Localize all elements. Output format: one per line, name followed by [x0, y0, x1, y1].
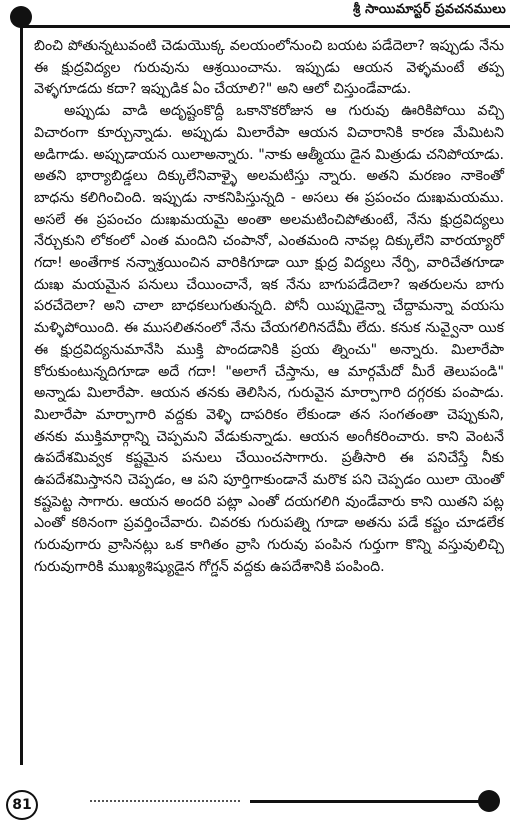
footer-dotted-line	[90, 800, 240, 805]
page-header	[0, 0, 520, 36]
page-number: 81	[6, 790, 38, 820]
page-body	[34, 36, 504, 579]
header-rule-line	[20, 25, 510, 28]
running-header-title: శ్రీ సాయిమాస్టర్ ప్రవచనములు	[353, 2, 506, 17]
paragraph-2: అప్పుడు వాడి అదృష్టంకొద్దీ ఒకానొకరోజున ఆ గురువు ఊరికిపోయి వచ్చి విచారంగా కూర్చున్నాడు. అప్పుడు మిలారేపా ఆయన విచారానికి కారణ మేమిటని అడిగాడు. అప్పుడాయన యిలాఅన్నారు. "నాకు ఆత్మీయు డైన మిత్రుడు చనిపోయాడు. అతని భార్యాబిడ్డలు దిక్కులేనివాళ్ళై అలమటిస్తు న్నారు. అతని మరణం నాకెంతో బాధను కలిగించింది. ఇప్పుడు నాకనిపిస్తున్నది - అసలు ఈ ప్రపంచం దుఃఖమయము. అసలే ఈ ప్రపంచం దుఃఖమయమై అంతా అలమటించిపోతుంటే, నేను క్షుద్రవిద్యలు నేర్చుకుని లోకంలో ఎంత మందిని చంపానో, ఎంతమంది నావల్ల దిక్కులేని వారయ్యారో గదా! అంతేగాక నన్నాశ్రయించిన వారికిగూడా యీ క్షుద్ర విద్యలు నేర్పి, వారిచేతగూడా దుఃఖ మయమైన పనులు చేయించానే, ఇక నేను బాగుపడేదెలా? ఇతరులను బాగు పరచేదెలా? అని చాలా బాధకలుగుతున్నది. పోనీ యిప్పుడైన్నా చేద్దామన్నా వయసు మళ్ళిపోయింది. ఈ ముసలితనంలో నేను చేయగలిగినదేమీ లేదు. కనుక నువ్వైనా యిక ఈ క్షుద్రవిద్యనుమానేసి ముక్తి పొందడానికి ప్రయ త్నించు" అన్నారు. మిలారేపా కోరుకుంటున్నదిగూడా అదే గదా! "అలాగే చేస్తాను, ఆ మార్గమేదో మీరే తెలుపండి" అన్నాడు మిలారేపా. ఆయన తనకు తెలిసిన, గురువైన మార్పాగారి దగ్గరకు పంపాడు. మిలారేపా మార్పాగారి వద్దకు వెళ్ళి దాపరికం లేకుండా తన సంగతంతా చెప్పుకుని, తనకు ముక్తిమార్గాన్ని చెప్పమని వేడుకున్నాడు. ఆయన అంగీకరించారు. కాని వెంటనే ఉపదేశమివ్వక కష్టమైన పనులు చేయించసాగారు. ప్రతీసారి ఈ పనిచేస్తే నీకు ఉపదేశమిస్తానని చెప్పడం, ఆ పని పూర్తిగాకుండానే మరొక పని చెప్పడం యిలా యెంతో కష్టపెట్ట సాగారు. ఆయన అందరి పట్లా ఎంతో దయగలిగి వుండేవారు కాని యితని పట్ల ఎంతో కఠినంగా ప్రవర్తించేవారు. చివరకు గురుపత్ని గూడా అతను పడే కష్టం చూడలేక గురువుగారు వ్రాసినట్లు ఒక కాగితం వ్రాసి గురువు పంపిన గుర్తుగా కొన్ని వస్తువులిచ్చి గురువుగారికి ముఖ్యశిష్యుడైన గోగ్డన్ వద్దకు ఉపదేశానికి పంపింది.	[34, 103, 504, 575]
footer-bullet-dot	[478, 790, 500, 812]
page-footer	[0, 770, 520, 826]
left-margin-rule	[20, 25, 23, 765]
footer-rule-line	[250, 800, 488, 803]
paragraph-1: బించి పోతున్నటువంటి చెడుయొక్క వలయంలోనుంచి బయట పడేదెలా? ఇప్పుడు నేను ఈ క్షుద్రవిద్యల గురువును ఆశ్రయించాను. ఇప్పుడు ఆయన వెళ్ళమంటే తప్ప వెళ్ళగూడదు కదా? ఇప్పుడిక ఏం చేయాలి?" అని ఆలో చిస్తుండేవాడు.	[34, 38, 504, 98]
